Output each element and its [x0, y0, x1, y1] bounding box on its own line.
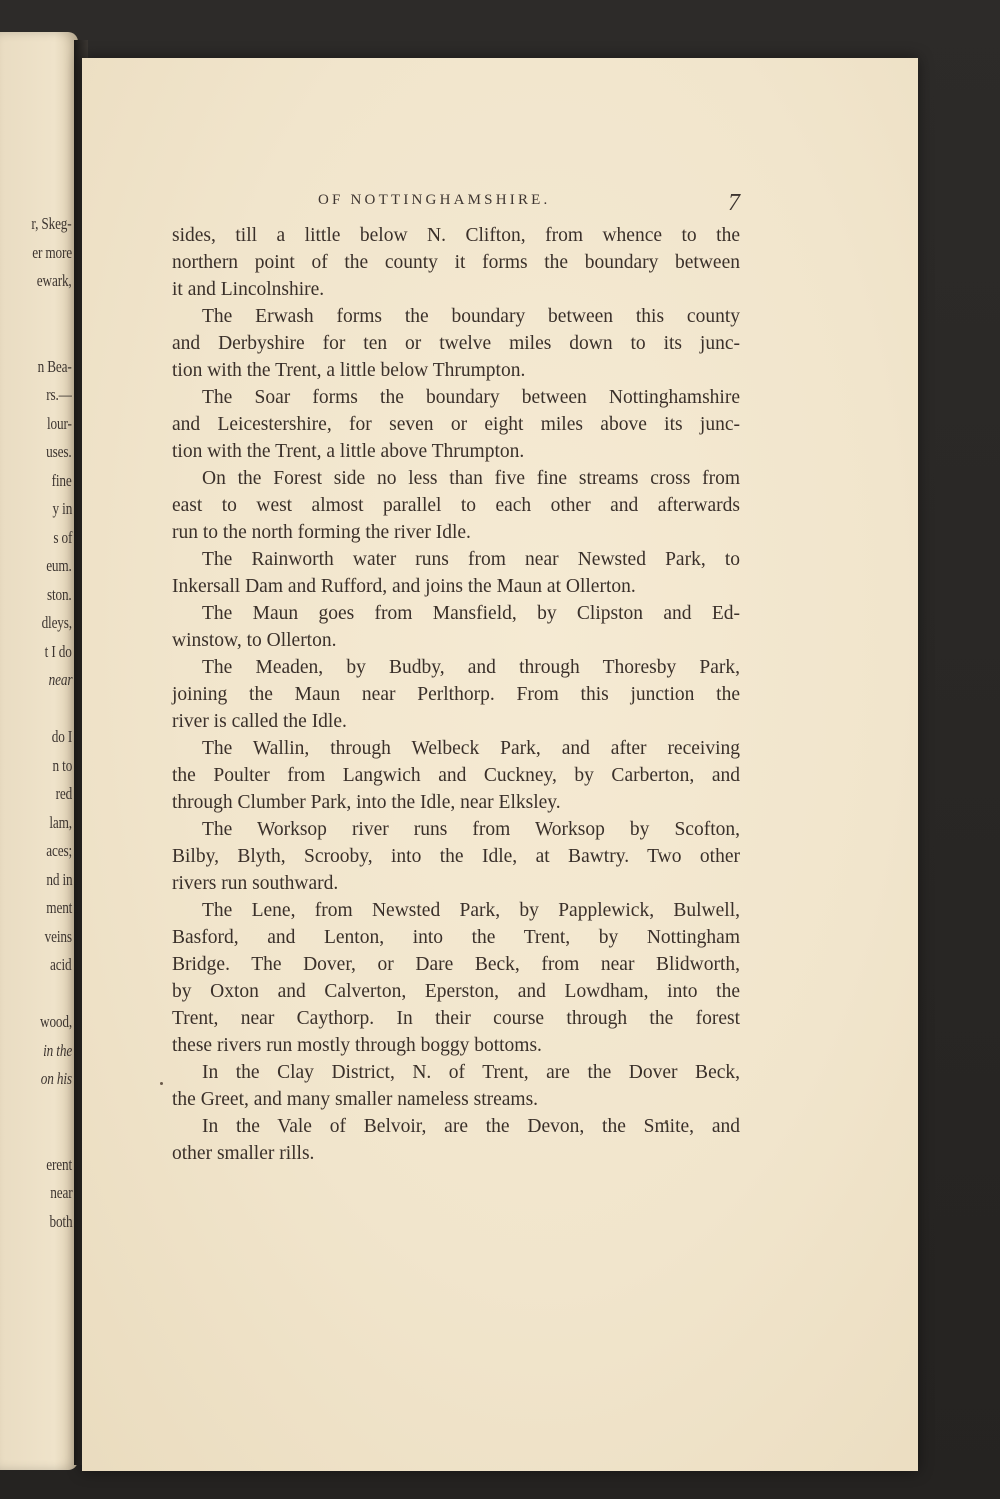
text-line: run to the north forming the river Idle.	[172, 522, 471, 543]
text-line: Inkersall Dam and Rufford, and joins the Maun at Ollerton.	[172, 576, 636, 597]
text-line: northern point of the county it forms the boundary between	[172, 252, 740, 273]
page-number: 7	[728, 190, 740, 216]
previous-page-text-fragment: n Bea-	[37, 356, 72, 376]
text-line: The Wallin, through Welbeck Park, and after receiving	[202, 738, 740, 759]
previous-page-text-fragment: fine	[52, 470, 72, 490]
previous-page-text-fragment: nd in	[45, 869, 72, 889]
text-line: rivers run southward.	[172, 873, 339, 894]
previous-page-text-fragment: er more	[32, 242, 72, 262]
previous-page-text-fragment: wood,	[39, 1012, 72, 1031]
previous-page-text-fragment: acid	[50, 955, 72, 974]
previous-page-text-fragment: s of	[53, 527, 72, 547]
text-line: In the Clay District, N. of Trent, are the Dover Beck,	[202, 1062, 740, 1083]
previous-page-text-fragment: near	[48, 670, 72, 689]
running-head: OF NOTTINGHAMSHIRE.	[318, 192, 551, 208]
previous-page-text-fragment: both	[49, 1211, 72, 1231]
text-line: On the Forest side no less than five fine streams cross from	[202, 468, 740, 489]
text-line: other smaller rills.	[172, 1143, 315, 1164]
text-line: The Maun goes from Mansfield, by Clipston and Ed-	[202, 603, 740, 624]
text-line: The Lene, from Newsted Park, by Papplewick, Bulwell,	[202, 900, 740, 921]
previous-page-text-fragment: ment	[46, 898, 72, 917]
previous-page-text-fragment: lam,	[49, 812, 72, 832]
previous-page-text-fragment: dleys,	[41, 613, 72, 632]
previous-page-text-fragment: erent	[46, 1154, 72, 1174]
text-line: In the Vale of Belvoir, are the Devon, the Smite, and	[202, 1116, 740, 1137]
text-line: The Worksop river runs from Worksop by Scofton,	[202, 819, 740, 840]
text-line: through Clumber Park, into the Idle, near Elksley.	[172, 792, 561, 813]
text-line: Bilby, Blyth, Scrooby, into the Idle, at Bawtry. Two other	[172, 846, 740, 867]
previous-page-text-fragment: near	[49, 1183, 72, 1202]
previous-page-text-fragment: eum.	[46, 556, 72, 575]
text-line: the Greet, and many smaller nameless streams.	[172, 1089, 539, 1110]
text-line: The Rainworth water runs from near Newsted Park, to	[202, 549, 740, 570]
text-line: Bridge. The Dover, or Dare Beck, from near Blidworth,	[172, 954, 740, 975]
previous-page-text-fragment: t I do	[44, 641, 72, 661]
text-line: The Meaden, by Budby, and through Thoresby Park,	[202, 657, 740, 678]
text-line: and Derbyshire for ten or twelve miles down to its junc-	[172, 333, 740, 354]
text-line: The Erwash forms the boundary between this county	[202, 306, 740, 327]
text-line: it and Lincolnshire.	[172, 279, 325, 300]
previous-page-text-fragment: rs.—	[46, 385, 72, 404]
text-line: and Leicestershire, for seven or eight miles above its junc-	[172, 414, 740, 435]
text-line: Trent, near Caythorp. In their course through the forest	[172, 1008, 740, 1029]
text-line: these rivers run mostly through boggy bottoms.	[172, 1035, 542, 1056]
paper-speck	[160, 1082, 163, 1085]
text-line: The Soar forms the boundary between Nottinghamshire	[202, 387, 740, 408]
text-line: the Poulter from Langwich and Cuckney, by Carberton, and	[172, 765, 740, 786]
text-line: tion with the Trent, a little below Thrumpton.	[172, 360, 526, 381]
text-line: by Oxton and Calverton, Eperston, and Lowdham, into the	[172, 981, 740, 1002]
body-text	[172, 222, 740, 1167]
text-line: sides, till a little below N. Clifton, from whence to the	[172, 225, 740, 246]
text-line: tion with the Trent, a little above Thrumpton.	[172, 441, 525, 462]
previous-page-edge	[0, 32, 78, 1470]
previous-page-text-fragment: aces;	[46, 841, 72, 860]
previous-page-text-fragment: ston.	[47, 584, 72, 604]
text-line: river is called the Idle.	[172, 711, 347, 732]
previous-page-text-fragment: r, Skeg-	[31, 214, 72, 233]
previous-page-text-fragment: y in	[52, 499, 72, 518]
text-line: Basford, and Lenton, into the Trent, by Nottingham	[172, 927, 740, 948]
text-line: joining the Maun near Perlthorp. From this junction the	[172, 684, 740, 705]
previous-page-text-fragment: uses.	[46, 442, 72, 461]
previous-page-text-fragment: red	[55, 784, 72, 803]
previous-page-text-fragment: lour-	[47, 413, 72, 433]
previous-page-text-fragment: veins	[44, 926, 72, 946]
previous-page-text-fragment: n to	[52, 755, 72, 775]
previous-page-text-fragment: in the	[43, 1040, 72, 1060]
text-line: winstow, to Ollerton.	[172, 630, 337, 651]
text-line: east to west almost parallel to each other and afterwards	[172, 495, 740, 516]
previous-page-text-fragment: ewark,	[37, 271, 72, 290]
previous-page-text-fragment: do I	[51, 727, 72, 746]
previous-page-text-fragment: on his	[40, 1069, 72, 1088]
